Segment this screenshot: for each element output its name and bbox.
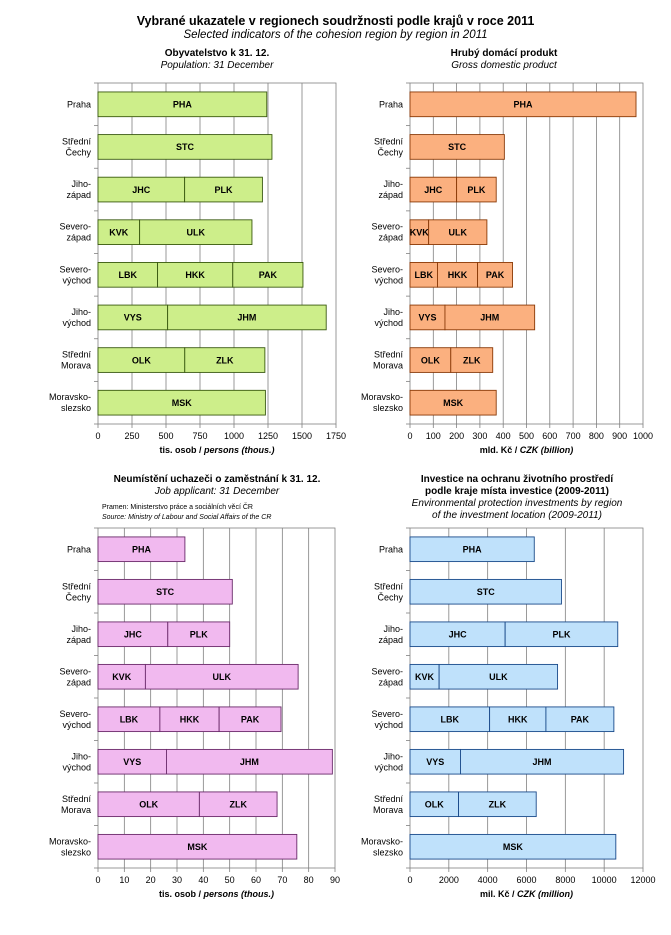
category-label: západ: [66, 190, 91, 201]
x-tick-label: 300: [472, 431, 488, 441]
x-tick-label: 250: [124, 431, 140, 441]
category-label: Moravsko-: [48, 392, 91, 403]
chart-title: Neumístění uchazeči o zaměstnání k 31. 12.: [113, 474, 321, 485]
category-label: Střední: [373, 581, 403, 592]
x-tick-label: 800: [588, 431, 604, 441]
category-label: západ: [66, 634, 91, 645]
x-tick-label: 6000: [516, 875, 537, 885]
category-label: Severo-: [59, 221, 91, 232]
x-tick-label: 1250: [257, 431, 279, 441]
x-tick-label: 100: [425, 431, 441, 441]
category-label: Severo-: [371, 264, 403, 275]
x-axis-label-cs: tis. osob /: [159, 445, 204, 455]
category-label: západ: [378, 634, 403, 645]
category-label: Čechy: [377, 592, 403, 603]
x-tick-label: 1500: [291, 431, 313, 441]
source-note: Source: Ministry of Labour and Social Affairs of the CR: [102, 514, 272, 521]
segment-label: HKK: [185, 270, 205, 281]
x-axis-label-cs: mil. Kč /: [479, 889, 518, 899]
category-label: Jiho-: [383, 751, 403, 762]
chart-3: [49, 474, 340, 899]
category-label: Jiho-: [383, 306, 403, 317]
chart-subtitle: of the investment location (2009-2011): [432, 510, 602, 521]
segment-label: STC: [156, 586, 175, 597]
segment-label: STC: [175, 142, 194, 153]
category-label: Praha: [378, 99, 403, 110]
category-label: východ: [374, 275, 403, 286]
segment-label: ZLK: [216, 355, 234, 366]
x-tick-label: 900: [612, 431, 628, 441]
chart-title: Obyvatelstvo k 31. 12.: [164, 48, 270, 59]
segment-label: PAK: [240, 714, 260, 725]
x-tick-label: 500: [518, 431, 535, 441]
x-axis-label: [159, 445, 274, 455]
segment-label: KVK: [415, 671, 435, 682]
chart-title: podle kraje místa investice (2009-2011): [425, 486, 609, 497]
x-tick-label: 60: [250, 875, 262, 885]
x-tick-label: 1000: [632, 431, 654, 441]
segment-label: VYS: [123, 756, 142, 767]
x-tick-label: 30: [171, 875, 183, 885]
category-label: západ: [378, 232, 403, 243]
x-tick-label: 600: [542, 431, 558, 441]
x-axis-label-cs: mld. Kč /: [479, 445, 520, 455]
x-tick-label: 80: [303, 875, 314, 885]
segment-label: ULK: [489, 671, 508, 682]
segment-label: OLK: [424, 799, 444, 810]
x-tick-label: 1000: [223, 431, 245, 441]
chart-subtitle: Environmental protection investments by region: [411, 498, 623, 509]
category-label: slezsko: [60, 847, 91, 858]
category-label: Střední: [61, 581, 91, 592]
segment-label: PAK: [485, 270, 505, 281]
segment-label: JHM: [532, 756, 552, 767]
x-tick-label: 90: [329, 875, 341, 885]
segment-label: PLK: [467, 184, 486, 195]
category-label: západ: [378, 190, 403, 201]
segment-label: JHC: [132, 184, 151, 195]
category-label: Jiho-: [383, 179, 403, 190]
segment-label: ULK: [448, 227, 468, 238]
category-label: Severo-: [59, 264, 91, 275]
chart-subtitle: Job applicant: 31 December: [154, 486, 280, 497]
category-label: východ: [62, 762, 91, 773]
segment-label: PAK: [570, 714, 590, 725]
x-tick-label: 20: [145, 875, 156, 885]
category-label: Praha: [378, 544, 403, 555]
segment-label: KVK: [409, 227, 429, 238]
x-tick-label: 750: [192, 431, 208, 441]
x-tick-label: 0: [407, 431, 413, 441]
category-label: Čechy: [65, 147, 91, 158]
category-label: Morava: [372, 360, 403, 371]
category-label: Praha: [66, 99, 91, 110]
category-label: Severo-: [371, 666, 403, 677]
x-tick-label: 12000: [630, 875, 656, 885]
category-label: východ: [62, 719, 91, 730]
segment-label: KVK: [112, 671, 132, 682]
x-tick-label: 50: [224, 875, 235, 885]
category-label: Jiho-: [383, 623, 403, 634]
segment-label: OLK: [139, 799, 159, 810]
category-label: Severo-: [371, 708, 403, 719]
segment-label: PAK: [258, 270, 278, 281]
segment-label: LBK: [118, 270, 138, 281]
segment-label: STC: [448, 142, 467, 153]
x-tick-label: 40: [198, 875, 209, 885]
segment-label: MSK: [443, 397, 464, 408]
x-tick-label: 400: [495, 431, 511, 441]
category-label: Střední: [61, 136, 91, 147]
segment-label: ZLK: [462, 355, 481, 366]
x-tick-label: 4000: [477, 875, 498, 885]
category-label: západ: [66, 232, 91, 243]
x-axis-label: [159, 889, 274, 899]
page-title: Vybrané ukazatele v regionech soudržnosti podle krajů v roce 2011: [136, 14, 535, 28]
category-label: východ: [374, 719, 403, 730]
segment-label: PHA: [462, 544, 482, 555]
category-label: Morava: [60, 360, 91, 371]
category-label: východ: [62, 275, 91, 286]
x-axis-label-en: CZK (million): [517, 889, 574, 899]
segment-label: VYS: [418, 312, 437, 323]
segment-label: JHM: [237, 312, 257, 323]
segment-label: VYS: [426, 756, 445, 767]
category-label: východ: [374, 762, 403, 773]
chart-subtitle: Gross domestic product: [451, 60, 557, 71]
segment-label: LBK: [414, 270, 433, 281]
segment-label: JHC: [123, 629, 142, 640]
segment-label: PLK: [189, 629, 208, 640]
category-label: západ: [66, 677, 91, 688]
category-label: Praha: [66, 544, 91, 555]
x-axis-label: [480, 889, 573, 899]
segment-label: PHA: [513, 99, 533, 110]
chart-4: [361, 474, 656, 899]
chart-title: Investice na ochranu životního prostředí: [420, 474, 614, 485]
x-tick-label: 2000: [438, 875, 459, 885]
segment-label: HKK: [508, 714, 528, 725]
segment-label: HKK: [179, 714, 200, 725]
category-label: Jiho-: [71, 306, 91, 317]
x-axis-label-en: CZK (billion): [519, 445, 574, 455]
segment-label: JHC: [448, 629, 467, 640]
x-tick-label: 0: [95, 431, 101, 441]
x-tick-label: 700: [565, 431, 581, 441]
x-tick-label: 500: [158, 431, 174, 441]
segment-label: PLK: [552, 629, 571, 640]
x-tick-label: 0: [95, 875, 101, 885]
x-axis-label-en: persons (thous.): [203, 889, 275, 899]
segment-label: PHA: [131, 544, 151, 555]
category-label: Čechy: [65, 592, 91, 603]
category-label: Střední: [373, 349, 403, 360]
category-label: Severo-: [59, 708, 91, 719]
category-label: Střední: [61, 349, 91, 360]
x-tick-label: 200: [449, 431, 465, 441]
segment-label: LBK: [119, 714, 139, 725]
x-axis-label: [480, 445, 574, 455]
segment-label: ZLK: [229, 799, 247, 810]
category-label: Střední: [61, 793, 91, 804]
segment-label: ZLK: [488, 799, 507, 810]
x-tick-label: 10: [119, 875, 130, 885]
source-note: Pramen: Ministerstvo práce a sociálních věcí ČR: [102, 504, 253, 511]
segment-label: OLK: [131, 355, 151, 366]
category-label: slezsko: [372, 403, 403, 414]
category-label: Čechy: [377, 147, 403, 158]
segment-label: PLK: [214, 184, 233, 195]
x-axis-label-cs: tis. osob /: [158, 889, 204, 899]
segment-label: LBK: [440, 714, 460, 725]
page-subtitle: Selected indicators of the cohesion region by region in 2011: [183, 29, 488, 41]
segment-label: ULK: [212, 671, 232, 682]
segment-label: PHA: [172, 99, 192, 110]
segment-label: ULK: [186, 227, 206, 238]
x-tick-label: 10000: [591, 875, 617, 885]
category-label: Morava: [60, 804, 91, 815]
segment-label: MSK: [187, 841, 208, 852]
segment-label: JHM: [480, 312, 500, 323]
segment-label: KVK: [109, 227, 129, 238]
category-label: slezsko: [372, 847, 403, 858]
category-label: Jiho-: [71, 623, 91, 634]
segment-label: JHC: [424, 184, 443, 195]
chart-1: [49, 48, 346, 455]
segment-label: OLK: [420, 355, 440, 366]
category-label: Střední: [373, 793, 403, 804]
segment-label: JHM: [239, 756, 259, 767]
chart-title: Hrubý domácí produkt: [450, 48, 558, 59]
x-tick-label: 70: [277, 875, 288, 885]
category-label: západ: [378, 677, 403, 688]
chart-2: [361, 48, 653, 455]
segment-label: MSK: [171, 397, 192, 408]
x-tick-label: 1750: [325, 431, 347, 441]
segment-label: VYS: [123, 312, 142, 323]
category-label: slezsko: [60, 403, 91, 414]
segment-label: STC: [476, 586, 495, 597]
segment-label: MSK: [502, 841, 523, 852]
segment-label: HKK: [447, 270, 468, 281]
category-label: Moravsko-: [360, 392, 403, 403]
category-label: Severo-: [59, 666, 91, 677]
category-label: východ: [62, 317, 91, 328]
x-axis-label-en: persons (thous.): [204, 445, 275, 455]
category-label: Jiho-: [71, 751, 91, 762]
x-tick-label: 0: [407, 875, 413, 885]
category-label: Moravsko-: [48, 836, 91, 847]
category-label: Moravsko-: [360, 836, 403, 847]
category-label: Severo-: [371, 221, 403, 232]
category-label: Střední: [373, 136, 403, 147]
category-label: Morava: [372, 804, 403, 815]
x-tick-label: 8000: [555, 875, 576, 885]
category-label: východ: [374, 317, 403, 328]
category-label: Jiho-: [71, 179, 91, 190]
chart-subtitle: Population: 31 December: [160, 60, 274, 71]
